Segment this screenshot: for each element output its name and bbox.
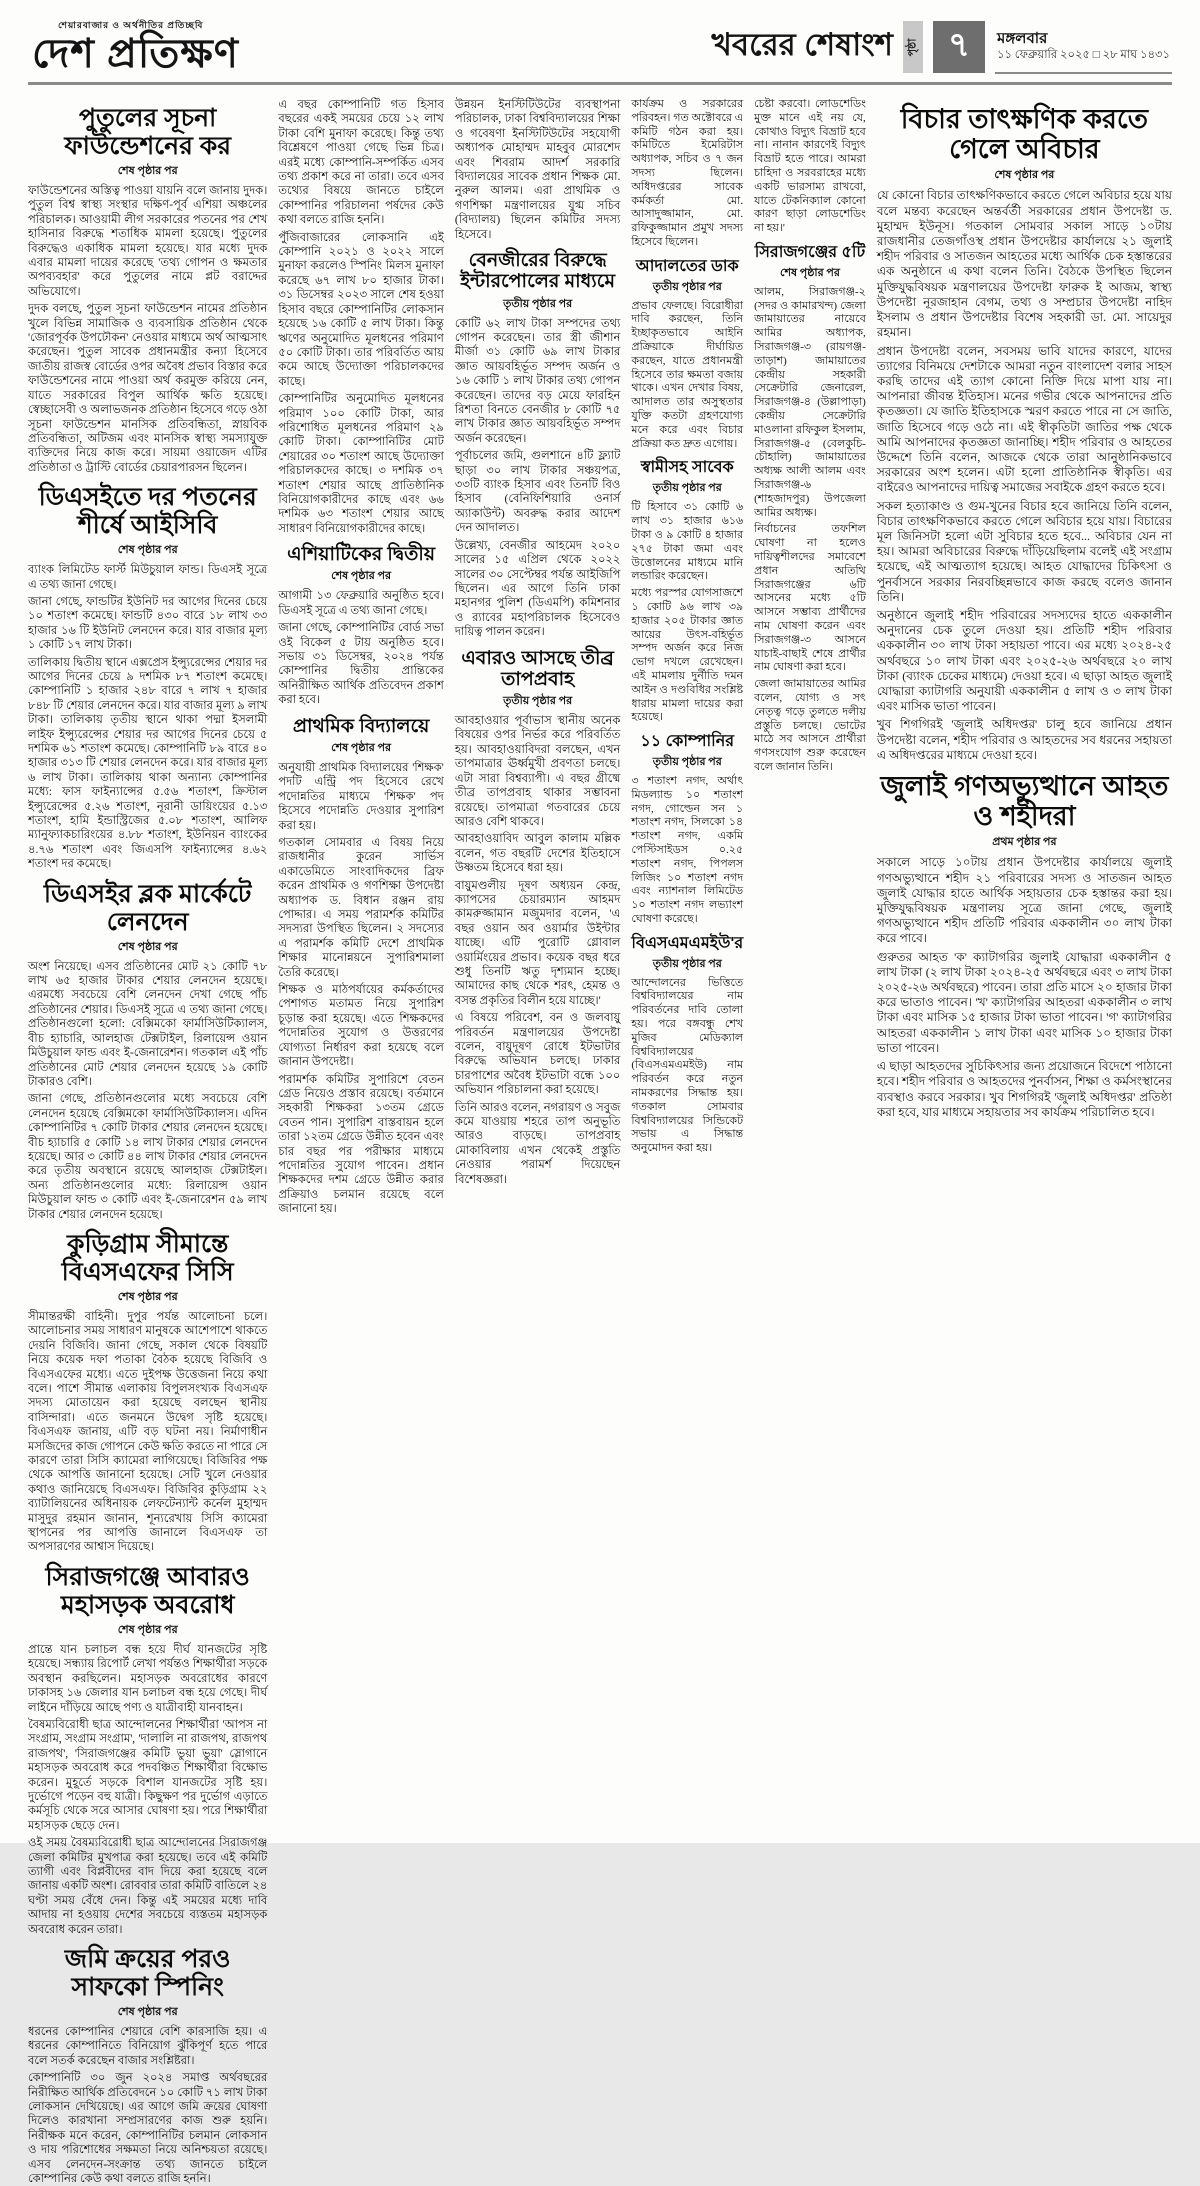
article-columns <box>28 96 1172 2186</box>
article-headline: এশিয়াটিকের দ্বিতীয় <box>287 544 436 566</box>
article-paragraph: কোটি ৬২ লাখ টাকা সম্পদের তথ্য গোপন করেছেন। তার স্ত্রী জীশান মীর্জা ৩১ কোটি ৬৯ লাখ টাকার জ্ঞাত আয়বহির্ভূত সম্পদ অর্জন ও ১৬ কোটি ১ লাখ টাকার তথ্য গোপন করেছেন। তাদের বড় মেয়ে ফারহিন রিশতা বিনতে বেনজীর ৮ কোটি ৭৫ লাখ টাকার জ্ঞাত আয়বহির্ভূত সম্পদ অর্জন করেছেন। <box>454 317 621 445</box>
article <box>278 544 444 708</box>
article <box>28 1945 267 2186</box>
article-paragraph: এ বিষয়ে পরিবেশ, বন ও জলবায়ু পরিবর্তন মন্ত্রণালয়ের উপদেষ্টা বলেন, বায়ুদূষণ রোধে ইটভাটার বিরুদ্ধে অভিযান চলছে। ঢাকার চারপাশের অবৈধ ইটভাটা বন্ধে ১০০ অভিযান পরিচালনা করা হয়েছে। <box>454 1012 621 1097</box>
article-headline: কুড়িগ্রাম সীমান্তে বিএসএফের সিসি <box>61 1229 234 1286</box>
article-headline: বেনজীরের বিরুদ্ধে ইন্টারপোলের মাধ্যমে <box>460 250 615 293</box>
continued-from-label: শেষ পৃষ্ঠার পর <box>331 570 392 583</box>
section-title: খবরের শেষাংশ <box>711 27 893 62</box>
article-headline: ১১ কোম্পানির <box>640 733 735 751</box>
article-headline: আদালতের ডাক <box>635 257 739 275</box>
article <box>877 771 1172 1120</box>
column-6 <box>877 96 1172 1829</box>
article-headline: স্বামীসহ সাবেক <box>640 459 734 477</box>
continued-from-label: তৃতীয় পৃষ্ঠার পর <box>652 482 722 495</box>
date-label: ১১ ফেব্রুয়ারি ২০২৫ □ ২৮ মাঘ ১৪৩১ <box>997 48 1170 61</box>
article <box>278 716 444 1217</box>
masthead <box>32 18 239 75</box>
article-paragraph: দুদক বলছে, পুতুল সূচনা ফাউন্ডেশন নামের প্রতিষ্ঠান খুলে বিভিন্ন সামাজিক ও ব্যবসায়িক প্রতিষ্ঠান থেকে 'জোরপূর্বক উপঢৌকন' নেওয়ার মাধ্যমে অর্থ আত্মসাৎ করেছেন। পুতুল সাবেক প্রধানমন্ত্রীর কন্যা হিসেবে জাতীয় রাজস্ব বোর্ডের ওপর অবৈধ প্রভাব বিস্তার করে ফাউন্ডেশনের নামে পাওয়া অর্থ করমুক্ত করিয়ে নেন, যাতে সরকারের বিপুল আর্থিক ক্ষতি হয়েছে। স্বেচ্ছাসেবী ও অলাভজনক প্রতিষ্ঠান হিসেবে গড়ে ওঠা সূচনা ফাউন্ডেশন মানসিক প্রতিবন্ধিতা, স্নায়বিক প্রতিবন্ধিতা, অটিজম এবং মানসিক স্বাস্থ্য সমস্যাযুক্ত ব্যক্তিদের নিয়ে কাজ করে। সায়মা ওয়াজেদ এটির প্রতিষ্ঠাতা ও ট্রাস্টি বোর্ডের চেয়ারপারসন ছিলেন। <box>28 303 268 474</box>
column-2 <box>278 96 444 1829</box>
article <box>754 244 866 775</box>
article-continuation <box>631 98 743 250</box>
article <box>28 483 267 872</box>
continued-from-label: শেষ পৃষ্ঠার পর <box>117 1290 178 1303</box>
article-paragraph: উল্লেখ্য, বেনজীর আহমেদ ২০২০ সালের ১৫ এপ্রিল থেকে ২০২২ সালের ৩০ সেপ্টেম্বর পর্যন্ত আইজিপি ছিলেন। এর আগে তিনি ঢাকা মহানগর পুলিশ (ডিএমপি) কমিশনার ও র‍্যাবের মহাপরিচালক হিসেবেও দায়িত্ব পালন করেন। <box>454 539 621 639</box>
page-label-box <box>903 21 923 73</box>
article-paragraph: অনুষ্ঠানে জুলাই শহীদ পরিবারের সদস্যদের হাতে এককালীন অনুদানের চেক তুলে দেওয়া হয়। প্রতিটি শহীদ পরিবার এককালীন ৩০ লাখ টাকা সহায়তা পাবে। এর মধ্যে ২০২৪-২৫ অর্থবছরে ১০ লাখ টাকা এবং ২০২৫-২৬ অর্থবছরে ২০ লাখ টাকা (ব্যাংক চেকের মাধ্যমে) দেওয়া হবে। এ ছাড়া আহত জুলাই যোদ্ধারা ক্যাটাগরি অনুযায়ী এককালীন ৫ লাখ ও ৩ লাখ টাকা এবং মাসিক ভাতা পাবেন। <box>876 607 1172 714</box>
day-date-block <box>995 20 1172 74</box>
continued-from-label: তৃতীয় পৃষ্ঠার পর <box>652 280 722 293</box>
article-paragraph: জানা গেছে, কোম্পানিটির বোর্ড সভা ওই বিকেল ৫ টায় অনুষ্ঠিত হবে। সভায় ৩১ ডিসেম্বর, ২০২৪ পর্যন্ত কোম্পানির দ্বিতীয় প্রান্তিকের অনিরীক্ষিত আর্থিক প্রতিবেদন প্রকাশ করা হবে। <box>278 622 444 707</box>
page-number: ৭ <box>947 25 971 64</box>
article-paragraph: সীমান্তরক্ষী বাহিনী। দুপুর পর্যন্ত আলোচনা চলে। আলোচনার সময় সাধারণ মানুষকে আশেপাশে থাকতে দেয়নি বিজিবি। জানা গেছে, সকাল থেকে বিষয়টি নিয়ে কয়েক দফা পতাকা বৈঠক হয়েছে বিজিবি ও বিএসএফের মধ্যে। এতে দুইপক্ষ উত্তেজনা নিয়ে কথা বলে। পাশে সীমান্ত এলাকায় বিপুলসংখ্যক বিএসএফ সদস্য মোতায়েন করা হয়েছে বলছেন স্থানীয় বাসিন্দারা। এতে জনমনে উদ্বেগ সৃষ্টি হয়েছে। বিএসএফ জানায়, এটি বড় ঘটনা নয়। নির্মাণাধীন মসজিদের কাজ গোপনে কেউ ক্ষতি করতে না পারে সে কারণে তারা সিসি ক্যামেরা লাগিয়েছে। বিজিবির পক্ষ থেকে আপত্তি জানানো হয়েছে। সেটি খুলে নেওয়ার কথাও জানিয়েছে বিএসএফ। বিজিবির কুড়িগ্রাম ২২ ব্যাটালিয়নের অধিনায়ক লেফটেন্যান্ট কর্নেল মুহাম্মদ মাসুদুর রহমান জানান, শূন্যরেখায় সিসি ক্যামেরা স্থাপনের পর আপত্তি জানালে বিএসএফ তা অপসারণের আশ্বাস দিয়েছে। <box>28 1310 268 1554</box>
masthead-title: দেশ প্রতিক্ষণ <box>32 32 239 76</box>
continued-from-label: প্রথম পৃষ্ঠার পর <box>992 836 1057 849</box>
article <box>455 648 621 1188</box>
article-paragraph: অনুযায়ী প্রাথমিক বিদ্যালয়ের 'শিক্ষক' পদটি এন্ট্রি পদ হিসেবে রেখে পদোন্নতির মাধ্যমে 'শিক্ষক' পদ হিসেবে পদোন্নতি দেওয়ার সুপারিশ করা হয়। <box>278 761 444 832</box>
article-continuation <box>278 98 444 536</box>
column-3 <box>455 96 621 1829</box>
continued-from-label: শেষ পৃষ্ঠার পর <box>331 741 392 754</box>
continued-from-label: শেষ পৃষ্ঠার পর <box>117 165 178 177</box>
article-paragraph: ওই সময় বৈষম্যবিরোধী ছাত্র আন্দোলনের সিরাজগঞ্জ জেলা কমিটির মুখপাত্র করা হয়েছে। তবে এই কমিটি ত্যাগী এবং বিপ্লবীদের বাদ দিয়ে করা হয়েছে বলে জানায় একটি অংশ। রোববার তারা কমিটি বাতিলে ২৪ ঘণ্টা সময় বেঁধে দেন। কিন্তু এই সময়ের মধ্যে দাবি আদায় না হওয়ায় দেশের সবচেয়ে ব্যস্ততম মহাসড়ক অবরোধ করেন তারা। <box>28 1837 268 1936</box>
continued-from-label: শেষ পৃষ্ঠার পর <box>780 266 840 279</box>
article-paragraph: চেষ্টা করবো। লোডশেডিং মুক্ত মানে এই নয় যে, কোথাও বিদ্যুৎ বিভ্রাট হবে না। নানান কারণেই বিদ্যুৎ বিভ্রাট হতে পারে। আমরা চাহিদা ও সরবরাহের মধ্যে একটি ভারসাম্য রাখবো, যাতে টেকনিক্যাল কোনো কারণ ছাড়া লোডশেডিং না হয়।' <box>754 98 866 235</box>
article-paragraph: তালিকায় দ্বিতীয় স্থানে এক্সপ্রেস ইন্স্যুরেন্সের শেয়ার দর আগের দিনের চেয়ে ৯ দশমিক ৮৭ শতাংশ কমেছে। কোম্পানিটি ১ হাজার ২৪৮ বারে ৭ লাখ ৭ হাজার ৮৪৮ টি শেয়ার লেনদেন করে। যার বাজার মূল্য ৯ লাখ টাকা। তালিকায় তৃতীয় স্থানে থাকা পদ্মা ইসলামী লাইফ ইন্স্যুরেন্সের শেয়ার দর আগের দিনের চেয়ে ৫ দশমিক ৬১ শতাংশ কমেছে। কোম্পানিটি ৮৯ বারে ৪০ হাজার ৩১৩ টি শেয়ার লেনদেন করে। যার বাজার মূল্য ৬ লাখ টাকা। তালিকায় থাকা অন্যান্য কোম্পানির মধ্যে: ফাস ফাইন্যান্সের ৫.৫৬ শতাংশ, ক্রিস্টাল ইন্স্যুরেন্সের ৫.২৬ শতাংশ, নূরানী ডায়িংয়ের ৫.১৩ শতাংশ, হামি ইন্ডাস্ট্রিজের ৫.০৮ শতাংশ, আলিফ ম্যানুফ্যাকচারিংয়ের ৪.৮৮ শতাংশ, ইউনিয়ন ব্যাংকের ৪.৭৬ শতাংশ এবং জিএসপি ফাইন্যান্সের ৪.৬২ শতাংশ দর কমেছে। <box>28 656 268 871</box>
article-headline: ডিএসইতে দর পতনের শীর্ষে আইসিবি <box>38 483 257 540</box>
article-paragraph: জানা গেছে, প্রতিষ্ঠানগুলোর মধ্যে সবচেয়ে বেশি লেনদেন হয়েছে বেক্সিমকো ফার্মাসিউটিক্যালস। এদিন কোম্পানিটির ৭ কোটি টাকার শেয়ার লেনদেন হয়েছে। বীচ হ্যাচারি ৫ কোটি ১৪ লাখ টাকার শেয়ার লেনদেন হয়েছে। আর ৩ কোটি ৪৪ লাখ টাকার শেয়ার লেনদেন করে তৃতীয় অবস্থানে রয়েছে আলহাজ টেক্সটাইল। অন্য প্রতিষ্ঠানগুলোর মধ্যে: রিলায়েন্স ওয়ান মিউচুয়াল ফান্ড ৩ কোটি এবং ই-জেনারেশন ৫৯ লাখ টাকার শেয়ার লেনদেন হয়েছে। <box>28 1093 268 1221</box>
article-paragraph: প্রধান উপদেষ্টা বলেন, সবসময় ভাবি যাদের কারণে, যাদের ত্যাগের বিনিময়ে দেশটাকে আমরা নতুন বাংলাদেশ বলার সাহস করছি তাদের এই ত্যাগ কোনো নিক্তি দিয়ে মাপা যায় না। আপনারা জীবন্ত ইতিহাস। মনের গভীর থেকে আপনাদের প্রতি কৃতজ্ঞতা। যে জাতি ইতিহাসকে স্মরণ করতে পারে না সে জাতি, জাতি হিসেবে গড়ে ওঠে না। এই স্বীকৃতিটা জাতির পক্ষ থেকে আমি আপনাদের কৃতজ্ঞতা জানাচ্ছি। শহীদ পরিবার ও আহতের উদ্দেশে তিনি বলেন, আজকে থেকে তারা আনুষ্ঠানিকভাবে সরকারের অংশ হলেন। এটা হলো প্রাতিষ্ঠানিক স্বীকৃতি। এর বাইরেও আপনাদের দায়িত্ব সমাজের সবাইকে গ্রহণ করতে হবে। <box>876 343 1172 495</box>
article <box>631 733 743 927</box>
header-right <box>712 20 1172 74</box>
masthead-tagline: শেয়ারবাজার ও অর্থনীতির প্রতিচ্ছবি <box>58 20 204 30</box>
article-paragraph: উন্নয়ন ইনস্টিটিউটের ব্যবস্থাপনা পরিচালক, ঢাকা বিশ্ববিদ্যালয়ের শিক্ষা ও গবেষণা ইনস্টিটিউটের সহযোগী অধ্যাপক মোহাম্মদ মাহবুব মোরশেদ এবং শিবরাম আদর্শ সরকারি বিদ্যালয়ের সাবেক প্রধান শিক্ষক মো. নুরুল আলম। এরা প্রাথমিক ও গণশিক্ষা মন্ত্রণালয়ের যুগ্ম সচিব (বিদ্যালয়) ছিলেন কমিটির সদস্য হিসেবে। <box>454 99 621 241</box>
article-paragraph: এ ছাড়া আহতদের সুচিকিৎসার জন্য প্রয়োজনে বিদেশে পাঠানো হবে। শহীদ পরিবার ও আহতদের পুনর্বাসন, শিক্ষা ও কর্মসংস্থানের ব্যবস্থাও করবে সরকার। খুব শিগগিরই 'জুলাই অধিদপ্তর' প্রতিষ্ঠা করা হবে, যার মাধ্যমে সহায়তার সব কার্যক্রম পরিচালিত হবে। <box>876 1059 1172 1119</box>
article-headline: জমি ক্রয়ের পরও সাফকো স্পিনিং <box>64 1945 231 2001</box>
article <box>455 250 621 639</box>
article-paragraph: নির্বাচনের তফশিল ঘোষণা না হলেও দায়িত্বশীলদের সমাবেশে প্রধান অতিথি সিরাজগঞ্জের ৬টি আসনের মধ্যে ৫টি আসনে সম্ভাব্য প্রার্থীদের নাম ঘোষণা করেন এবং সিরাজগঞ্জ-৩ আসনে যাচাই-বাছাই শেষে প্রার্থীর নাম ঘোষণা করা হবে। <box>754 523 866 674</box>
continued-from-label: শেষ পৃষ্ঠার পর <box>117 544 178 557</box>
article-paragraph: খুব শিগগিরই 'জুলাই অধিদপ্তর' চালু হবে জানিয়ে প্রধান উপদেষ্টা বলেন, শহীদ পরিবার ও আহতদের সব ধরনের সহায়তা এ অধিদপ্তরের মাধ্যমে দেওয়া হবে। <box>876 717 1172 762</box>
page-label: পৃষ্ঠা <box>906 38 919 56</box>
article-paragraph: বৈষম্যবিরোধী ছাত্র আন্দোলনের শিক্ষার্থীরা 'আপস না সংগ্রাম, সংগ্রাম সংগ্রাম', 'দালালি না রাজপথ, রাজপথ রাজপথ', 'সিরাজগঞ্জের কমিটি ভুয়া ভুয়া' স্লোগানে মহাসড়ক অবরোধ করে পদবঞ্চিত শিক্ষার্থীরা বিক্ষোভ করেন। মুহূর্তে সড়কে বিশাল যানজটের সৃষ্টি হয়। দুর্ভোগে পড়েন বহু যাত্রী। কিছুক্ষণ পর দুর্ভোগ এড়াতে কর্মসূচি থেকে সরে আসার ঘোষণা হয়। পরে শিক্ষার্থীরা মহাসড়ক ছেড়ে দেন। <box>28 1718 268 1832</box>
article-paragraph: প্রান্তে যান চলাচল বন্ধ হয়ে দীর্ঘ যানজটের সৃষ্টি হয়েছে। সন্ধ্যায় রিপোর্ট লেখা পর্যন্তও শিক্ষার্থীরা সড়কে অবস্থান করছিলেন। মহাসড়ক অবরোধের কারণে ঢাকাসহ ১৬ জেলার যান চলাচল বন্ধ হয়ে গেছে। দীর্ঘ লাইনে দাঁড়িয়ে আছে পণ্য ও যাত্রীবাহী যানবাহন। <box>28 1643 268 1714</box>
article-paragraph: কোম্পানিটি ৩০ জুন ২০২৪ সমাপ্ত অর্থবছরের নিরীক্ষিত আর্থিক প্রতিবেদনে ১০ কোটি ৭১ লাখ টাকা লোকসান দেখিয়েছে। এর আগে জমি ক্রয়ের ঘোষণা দিলেও কারখানা সম্প্রসারণের কাজ শুরু হয়নি। নিরীক্ষক মনে করেন, কোম্পানিটির চলমান লোকসান ও দায় পরিশোধের সক্ষমতা নিয়ে অনিশ্চয়তা রয়েছে। এসব লেনদেন-সংক্রান্ত তথ্য জানতে চাইলে কোম্পানির কেউ কথা বলতে রাজি হননি। <box>28 2072 268 2186</box>
article-paragraph: ধরনের কোম্পানির শেয়ারে বেশি কারসাজি হয়। এ ধরনের কোম্পানিতে বিনিয়োগ ঝুঁকিপূর্ণ হতে পারে বলে সতর্ক করেছেন বাজার সংশ্লিষ্টরা। <box>28 2026 268 2067</box>
article-headline: প্রাথমিক বিদ্যালয়ে <box>292 715 430 737</box>
article-paragraph: টি হিসাবে ৩১ কোটি ৬ লাখ ৩১ হাজার ৬১৬ টাকা ও ৯ কোটি ৪ হাজার ২৭৫ টাকা জমা এবং উত্তোলনের মাধ্যমে মানি লন্ডারিং করেছেন। <box>631 501 744 583</box>
continued-from-label: তৃতীয় পৃষ্ঠার পর <box>652 756 722 768</box>
article-paragraph: যে কোনো বিচার তাৎক্ষণিকভাবে করতে গেলে অবিচার হয়ে যায় বলে মন্তব্য করেছেন অন্তর্বর্তী সরকারের প্রধান উপদেষ্টা ড. মুহাম্মদ ইউনূস। গতকাল সোমবার সকাল সাড়ে ১০টায় রাজধানীর তেজগাঁওস্থ প্রধান উপদেষ্টার কার্যালয়ে ২১ জুলাই শহীদ পরিবার ও সাতজন আহতের মধ্যে আর্থিক চেক হস্তান্তরের এক অনুষ্ঠানে এ কথা বলেন তিনি। বৈঠকে উপস্থিত ছিলেন মুক্তিযুদ্ধবিষয়ক মন্ত্রণালয়ের উপদেষ্টা ফারুক ই আজম, স্বাস্থ্য উপদেষ্টা নূরজাহান বেগম, তথ্য ও সম্প্রচার উপদেষ্টা নাহিদ ইসলাম ও প্রধান উপদেষ্টার বিশেষ সহকারী ডা. মো. সায়েদুর রহমান। <box>876 188 1172 340</box>
continued-from-label: তৃতীয় পৃষ্ঠার পর <box>652 957 722 970</box>
article-paragraph: শিক্ষক ও মাঠপর্যায়ের কর্মকর্তাদের পেশাগত মতামত নিয়ে সুপারিশ চূড়ান্ত করা হয়েছে। এতে শিক্ষকদের পদোন্নতির সুযোগ ও উত্তরণের যোগ্যতা নির্ধারণ করা হয়েছে বলে জানান উপদেষ্টা। <box>278 984 444 1069</box>
continued-from-label: তৃতীয় পৃষ্ঠার পর <box>503 297 573 310</box>
article <box>631 258 743 452</box>
article-paragraph: আবহাওয়াবিদ আবুল কালাম মল্লিক বলেন, গত বছরটি দেশের ইতিহাসে উষ্ণতম হিসেবে ধরা হয়। <box>454 833 621 875</box>
article-paragraph: ৩ শতাংশ নগদ, অর্থাৎ মিডল্যান্ড ১০ শতাংশ নগদ, গোল্ডেন সন ১ শতাংশ নগদ, সিলকো ১৪ শতাংশ নগদ, একমি পেস্টিসাইডস ০.২৫ শতাংশ নগদ, পিপলস লিজিং ১০ শতাংশ নগদ এবং ন্যাশনাল লিমিটেড ১০ শতাংশ নগদ লভ্যাংশ ঘোষণা করেছে। <box>631 775 744 925</box>
article-paragraph: বায়ুমণ্ডলীয় দূষণ অধ্যয়ন কেন্দ্র, ক্যাপসের চেয়ারম্যান আহমদ কামরুজ্জামান মজুমদার বলেন, 'এ বছর ওয়ান অব ওয়ার্মার উইন্টার যাচ্ছে। এটি পুরোটি গ্লোবাল ওয়ার্মিংয়ের প্রভাব। কয়েক বছর ধরে শুধু তিনটি ঋতু দৃশ্যমান হচ্ছে। আমাদের কাছ থেকে শরৎ, হেমন্ত ও বসন্ত প্রকৃতির বিলীন হয়ে যাচ্ছে।' <box>454 879 621 1007</box>
continued-from-label: শেষ পৃষ্ঠার পর <box>117 1623 178 1636</box>
article <box>877 104 1172 763</box>
page-header <box>28 18 1172 85</box>
column-5 <box>754 96 866 1829</box>
article <box>28 1563 267 1937</box>
article-paragraph: ফাউন্ডেশনের অস্তিত্ব পাওয়া যায়নি বলে জানায় দুদক। পুতুল বিশ্ব স্বাস্থ্য সংস্থার দক্ষিণ-পূর্ব এশিয়া অঞ্চলের পরিচালক। আওয়ামী লীগ সরকারের পতনের পর শেখ হাসিনার বিরুদ্ধে শতাধিক মামলা হয়েছে। পুতুলের বিরুদ্ধেও একাধিক মামলা হয়েছে। যার মধ্যে দুদক এবার মামলা দায়ের করেছে 'তথ্য গোপন ও ক্ষমতার অপব্যবহার' করে পুতুলের নামে প্লট বরাদ্দের অভিযোগে। <box>28 185 268 298</box>
article-headline: বিএসএমএমইউ'র <box>631 934 744 952</box>
continued-from-label: শেষ পৃষ্ঠার পর <box>117 2006 178 2018</box>
article-paragraph: সকালে সাড়ে ১০টায় প্রধান উপদেষ্টার কার্যালয়ে জুলাই গণঅভ্যুত্থানে শহীদ ২১ পরিবারের সদস্য ও সাতজন আহত জুলাই যোদ্ধার হাতে আর্থিক সহায়তার চেক হস্তান্তর করা হয়। মুক্তিযুদ্ধবিষয়ক মন্ত্রণালয় সূত্রে জানা গেছে, জুলাই গণঅভ্যুত্থানে শহীদ প্রতিটি পরিবার এককালীন ৩০ লাখ টাকা করে পাবে। <box>876 855 1172 946</box>
article-paragraph: পূর্বাচলের জমি, গুলশানে ৪টি ফ্ল্যাট ছাড়া ৩০ লাখ টাকার সঞ্চয়পত্র, ৩৩টি ব্যাংক হিসাব এবং তিনটি বিও হিসাব (বেনিফিশিয়ারি ওনার্স অ্যাকাউন্ট) অবরুদ্ধ করার আদেশ দেন আদালত। <box>454 450 621 535</box>
article-paragraph: আন্দোলনের ভিত্তিতে বিশ্ববিদ্যালয়ের নাম পরিবর্তনের দাবি তোলা হয়। পরে বঙ্গবন্ধু শেখ মুজিব মেডিক্যাল বিশ্ববিদ্যালয়ের (বিএসএমএমইউ) নাম পরিবর্তন করে নতুন নামকরণের সিদ্ধান্ত হয়। গতকাল সোমবার বিশ্ববিদ্যালয়ের সিন্ডিকেট সভায় এ সিদ্ধান্ত অনুমোদন করা হয়। <box>631 976 744 1155</box>
article-paragraph: জানা গেছে, ফান্ডটির ইউনিট দর আগের দিনের চেয়ে ১০ শতাংশ কমেছে। ফান্ডটি ৪৩০ বারে ১৮ লাখ ৩৩ হাজার ১৬ টি ইউনিট লেনদেন করে। যার বাজার মূল্য ১ কোটি ১৭ লাখ টাকা। <box>28 595 268 652</box>
article-paragraph: কার্যক্রম ও সরকারের পরিবহন। গত অক্টোবরে এ কমিটি গঠন করা হয়। কমিটিতে ইমেরিটাস অধ্যাপক, সচিব ও ৭ জন সদস্য ছিলেন। অধিদপ্তরের সাবেক কর্মকর্তা মো. আসাদুজ্জামান, মো. রফিকুজ্জামান প্রমুখ সদস্য হিসেবে ছিলেন। <box>631 98 744 248</box>
article-paragraph: পুঁজিবাজারের লোকসানি এই কোম্পানি ২০২১ ও ২০২২ সালে মুনাফা করলেও স্পিনিং মিলস মুনাফা করেছে ৬৭ লাখ ৮০ হাজার টাকা। ৩১ ডিসেম্বর ২০২৩ সালে শেষ হওয়া হিসাব বছরে কোম্পানিটির লোকসান হয়েছে ১৬ কোটি ৫ লাখ টাকা। কিন্তু ঋণের অনুমোদিত মূলধনের পরিমাণ ৫০ কোটি টাকা। তার পরিবর্তিত আয় কমে আছে উদ্যোক্তা পরিচালকদের কাছে। <box>278 231 444 388</box>
article-paragraph: প্রভাব ফেলছে। বিরোধীরা দাবি করছেন, তিনি ইচ্ছাকৃতভাবে আইনি প্রক্রিয়াকে দীর্ঘায়িত করছেন, যাতে প্রধানমন্ত্রী হিসেবে তার ক্ষমতা বজায় থাকে। এখন দেখার বিষয়, আদালত তার অসুস্থতার যুক্তি কতটা গ্রহণযোগ্য মনে করে এবং বিচার প্রক্রিয়া কত দ্রুত এগোয়। <box>631 299 744 450</box>
article <box>631 935 743 1156</box>
article <box>631 459 743 725</box>
article <box>28 104 267 475</box>
article-paragraph: সকল হত্যাকাণ্ড ও গুম-খুনের বিচার হবে জানিয়ে তিনি বলেন, বিচার তাৎক্ষণিকভাবে করতে গেলে অবিচার হয়ে যায়। বিচারের মূল জিনিসটা হলো এটা সুবিচার হতে হবে... অবিচার যেন না হয়। আমরা অবিচারের বিরুদ্ধে দাঁড়িয়েছিলাম বলেই এই সংগ্রাম হয়েছে, এই আত্মত্যাগ হয়েছে। আহত যোদ্ধাদের চিকিৎসা ও পুনর্বাসনে সরকার নিরবচ্ছিন্নভাবে কাজ করছে বলেও জানান তিনি। <box>876 498 1172 604</box>
continued-from-label: তৃতীয় পৃষ্ঠার পর <box>503 695 573 708</box>
column-4 <box>631 96 743 1829</box>
article-continuation <box>754 98 866 236</box>
article-headline: ডিএসইর ব্লক মার্কেটে লেনদেন <box>43 879 252 936</box>
article-paragraph: ব্যাংক লিমিটেড ফার্স্ট মিউচুয়াল ফান্ড। ডিএসই সূত্রে এ তথ্য জানা গেছে। <box>28 564 268 591</box>
article-paragraph: এ বছর কোম্পানিটি গত হিসাব বছরের একই সময়ের চেয়ে ১২ লাখ টাকা বেশি মুনাফা করেছে। কিন্তু তথ্য বিশ্লেষণে পাওয়া গেছে ভিন্ন চিত্র। এরই মধ্যে কোম্পানি-সম্পর্কিত এসব তথ্য প্রকাশ করে না তারা। তবে এসব তথ্যের বিষয়ে জানতে চাইলে কোম্পানির পরিচালনা পর্ষদের কেউ কথা বলতে রাজি হননি। <box>278 99 444 227</box>
article-paragraph: তিনি আরও বলেন, নগরায়ণ ও সবুজ কমে যাওয়ায় শহরে তাপ অনুভূতি আরও বাড়ছে। তাপপ্রবাহ মোকাবিলায় এখন থেকেই প্রস্তুতি নেওয়ার পরামর্শ দিয়েছেন বিশেষজ্ঞরা। <box>454 1101 621 1186</box>
article-paragraph: মধ্যে পরস্পর যোগসাজশে ১ কোটি ৯৬ লাখ ৩৯ হাজার ২০৫ টাকার জ্ঞাত আয়ের উৎস-বহির্ভূত সম্পদ অর্জন করে নিজ ভোগ দখলে রেখেছেন। এই মামলায় দুর্নীতি দমন আইন ও দণ্ডবিধির সংশ্লিষ্ট ধারায় মামলা দায়ের করা হয়েছে। <box>631 587 744 724</box>
article <box>28 1230 267 1555</box>
continued-from-label: শেষ পৃষ্ঠার পর <box>994 169 1055 182</box>
article-paragraph: অংশ নিয়েছে। এসব প্রতিষ্ঠানের মোট ২১ কোটি ৭৮ লাখ ৬৫ হাজার টাকার শেয়ার লেনদেন হয়েছে। এরমধ্যে সবচেয়ে বেশি লেনদেন দেখা গেছে পাঁচ প্রতিষ্ঠানের শেয়ার। ডিএসই সূত্রে এ তথ্য জানা গেছে। প্রতিষ্ঠানগুলো হলো: বেক্সিমকো ফার্মাসিউটিক্যালস, বীচ হ্যাচারি, আলহাজ টেক্সটাইল, রিলায়েন্স ওয়ান মিউচুয়াল ফান্ড এবং ই-জেনারেশন। গতকাল এই পাঁচ প্রতিষ্ঠানের মোট শেয়ার লেনদেন হয়েছে ১৯ কোটি টাকারও বেশি। <box>28 960 268 1088</box>
article-paragraph: আগামী ১৩ ফেব্রুয়ারি অনুষ্ঠিত হবে। ডিএসই সূত্রে এ তথ্য জানা গেছে। <box>278 590 444 617</box>
article-paragraph: আলম, সিরাজগঞ্জ-২ (সদর ও কামারখন্দ) জেলা জামায়াতের নায়েবে আমির অধ্যাপক, সিরাজগঞ্জ-৩ (রায়গঞ্জ-তাড়াশ) জামায়াতের কেন্দ্রীয় সহকারী সেক্রেটারি জেনারেল, সিরাজগঞ্জ-৪ (উল্লাপাড়া) কেন্দ্রীয় সেক্রেটারি মাওলানা রফিকুল ইসলাম, সিরাজগঞ্জ-৫ (বেলকুচি-চৌহালি) জামায়াতের অধ্যক্ষ আলী আলম এবং সিরাজগঞ্জ-৬ (শাহজাদপুর) উপজেলা আমির অধ্যক্ষ। <box>754 285 866 519</box>
day-label: মঙ্গলবার <box>997 30 1048 47</box>
article-paragraph: গুরুতর আহত 'ক' ক্যাটাগরির জুলাই যোদ্ধারা এককালীন ৫ লাখ টাকা (২ লাখ টাকা ২০২৪-২৫ অর্থবছরে এবং ৩ লাখ টাকা ২০২৫-২৬ অর্থবছরে) পাবেন। তারা প্রতি মাসে ২০ হাজার টাকা করে ভাতাও পাবেন। 'খ' ক্যাটাগরির আহতরা এককালীন ৩ লাখ টাকা এবং মাসিক ১৫ হাজার টাকা ভাতা পাবেন। 'গ' ক্যাটাগরির আহতরা এককালীন ১ লাখ টাকা এবং মাসিক ১০ হাজার টাকা ভাতা পাবেন। <box>876 949 1172 1055</box>
article-paragraph: গতকাল সোমবার এ বিষয় নিয়ে রাজধানীর কুরেন সার্ভিস একাডেমিতে সাংবাদিকদের ব্রিফ করেন প্রাথমিক ও গণশিক্ষা উপদেষ্টা অধ্যাপক ড. বিধান রঞ্জন রায় পোদ্দার। এ সময় পরামর্শক কমিটির সদস্যরা উপস্থিত ছিলেন। ২ সদস্যের এ পরামর্শক কমিটি দেশে প্রাথমিক শিক্ষার মানোন্নয়নে সুপারিশমালা তৈরি করেছে। <box>278 837 444 979</box>
page-number-box <box>933 21 985 73</box>
article <box>28 880 267 1222</box>
article-paragraph: আবহাওয়ার পূর্বাভাস স্থানীয় অনেক বিষয়ের ওপর নির্ভর করে পরিবর্তিত হয়। আবহাওয়াবিদরা বলছেন, এখন তাপমাত্রার ঊর্ধ্বমুখী প্রবণতা চলছে। এটা সারা বিশ্বব্যাপী। এ বছর গ্রীষ্মে তীব্র তাপপ্রবাহ থাকার সম্ভাবনা রয়েছে। তাপমাত্রা গতবারের চেয়ে আরও বেশি থাকবে। <box>454 715 621 828</box>
article-headline: সিরাজগঞ্জের ৫টি <box>754 243 866 261</box>
article-headline: এবারও আসছে তীব্র তাপপ্রবাহ <box>461 647 614 690</box>
article-paragraph: জেলা জামায়াতের আমির বলেন, যোগ্য ও সৎ নেতৃত্ব গড়ে তুলতে দলীয় প্রস্তুতি চলছে। ভোটের মাঠে সব আসনে প্রার্থীরা গণসংযোগ শুরু করেছেন বলে জানান তিনি। <box>754 678 866 773</box>
article-headline: বিচার তাৎক্ষণিক করতে গেলে অবিচার <box>900 104 1148 165</box>
article-headline: জুলাই গণঅভ্যুত্থানে আহত ও শহীদরা <box>880 770 1169 832</box>
article-paragraph: পরামর্শক কমিটির সুপারিশে বেতন গ্রেড নিয়েও প্রস্তাব রয়েছে। বর্তমানে সহকারী শিক্ষকরা ১৩তম গ্রেডে বেতন পান। সুপারিশ বাস্তবায়ন হলে তারা ১২তম গ্রেডে উন্নীত হবেন এবং চার বছর পর পরীক্ষার মাধ্যমে পদোন্নতির সুযোগ পাবেন। প্রধান শিক্ষকদের দশম গ্রেডে উন্নীত করার প্রক্রিয়াও চলমান রয়েছে বলে জানানো হয়। <box>278 1073 444 1216</box>
article-continuation <box>455 98 621 242</box>
column-1 <box>28 96 268 2186</box>
article-paragraph: কোম্পানিটির অনুমোদিত মূলধনের পরিমাণ ১০০ কোটি টাকা, আর পরিশোধিত মূলধনের পরিমাণ ২৯ কোটি টাকা। কোম্পানিটির মোট শেয়ারের ৩০ শতাংশ আছে উদ্যোক্তা পরিচালকদের কাছে। ৩ দশমিক ৩৭ শতাংশ শেয়ার আছে প্রাতিষ্ঠানিক বিনিয়োগকারীদের কাছে এবং ৬৬ দশমিক ৬৩ শতাংশ শেয়ার আছে সাধারণ বিনিয়োগকারীদের কাছে। <box>278 393 444 535</box>
article-headline: পুতুলের সূচনা ফাউন্ডেশনের কর <box>64 104 232 160</box>
article-headline: সিরাজগঞ্জে আবারও মহাসড়ক অবরোধ <box>45 1562 250 1619</box>
continued-from-label: শেষ পৃষ্ঠার পর <box>117 940 178 953</box>
